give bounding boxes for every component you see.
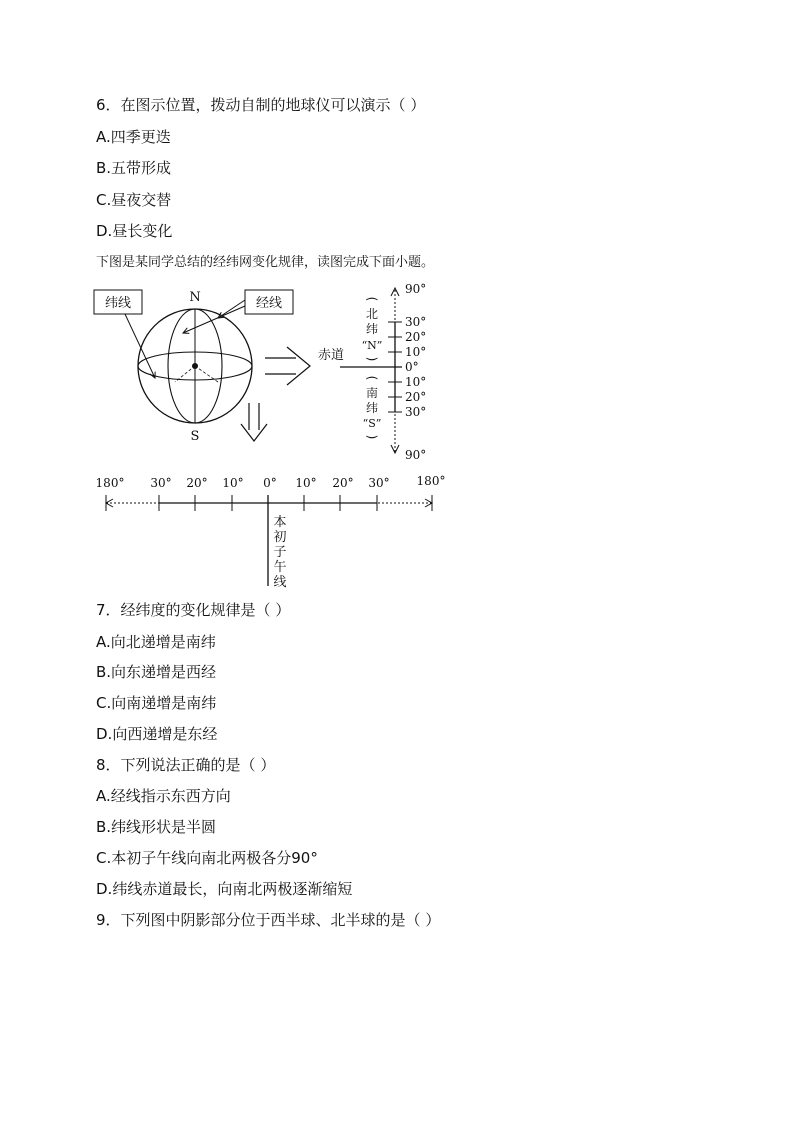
- right-double-arrow: [265, 347, 310, 385]
- prime-meridian-char-1: 本: [273, 515, 287, 530]
- south-lat-char-1: 南: [365, 386, 379, 400]
- lon-20-east: 20°: [332, 476, 354, 490]
- lat-90-south: 90°: [405, 448, 427, 462]
- lon-180-east: 180°: [416, 474, 446, 488]
- q8-stem: 8．下列说法正确的是（ ）: [96, 756, 276, 774]
- q8-option-a: A.经线指示东西方向: [96, 787, 231, 805]
- longitude-scale: [96, 474, 446, 590]
- q7-stem: 7．经纬度的变化规律是（ ）: [96, 601, 291, 619]
- lat-10-north: 10°: [405, 345, 427, 359]
- south-pole-label: S: [190, 429, 200, 444]
- q7-option-a: A.向北递增是南纬: [96, 633, 216, 651]
- latitude-callout-arrow: [125, 314, 155, 378]
- lon-10-west: 10°: [222, 476, 244, 490]
- lat-90-north: 90°: [405, 282, 427, 296]
- lat-30-north: 30°: [405, 315, 427, 329]
- south-lat-letter: “S”: [362, 417, 382, 430]
- longitude-callout-arrow-2: [183, 306, 245, 333]
- south-lat-paren-open: (: [365, 375, 379, 381]
- longitude-callout-arrow-1: [218, 300, 245, 318]
- lon-20-west: 20°: [186, 476, 208, 490]
- north-lat-paren-close: ): [365, 356, 379, 362]
- lat-30-south: 30°: [405, 405, 427, 419]
- latitude-callout-label: 纬线: [104, 296, 132, 311]
- north-lat-char-1: 北: [365, 307, 379, 321]
- prime-meridian-char-4: 午: [273, 560, 287, 575]
- lat-20-north: 20°: [405, 330, 427, 344]
- q6-option-a: A.四季更迭: [96, 128, 171, 146]
- q8-option-c: C.本初子午线向南北两极各分90°: [96, 849, 318, 867]
- figure-intro: 下图是某同学总结的经纬网变化规律，读图完成下面小题。: [96, 255, 435, 270]
- south-lat-paren-close: ): [365, 434, 379, 440]
- down-double-arrow: [241, 403, 267, 441]
- globe-diagram: [94, 290, 293, 444]
- lon-30-east: 30°: [368, 476, 390, 490]
- north-lat-letter: “N”: [361, 339, 383, 352]
- q9-stem: 9．下列图中阴影部分位于西半球、北半球的是（ ）: [96, 911, 441, 929]
- equator-label: 赤道: [318, 348, 345, 363]
- north-lat-char-2: 纬: [365, 322, 379, 336]
- q7-option-d: D.向西递增是东经: [96, 725, 218, 743]
- longitude-callout-label: 经线: [255, 296, 283, 311]
- q8-option-b: B.纬线形状是半圆: [96, 818, 217, 836]
- q7-option-c: C.向南递增是南纬: [96, 694, 217, 712]
- prime-meridian-char-5: 线: [273, 575, 287, 590]
- globe-center: [192, 363, 198, 369]
- prime-meridian-char-2: 初: [273, 530, 287, 545]
- lon-0: 0°: [263, 476, 277, 490]
- south-lat-char-2: 纬: [365, 401, 379, 415]
- lat-0: 0°: [405, 360, 419, 374]
- lon-30-west: 30°: [150, 476, 172, 490]
- q6-stem: 6．在图示位置，拨动自制的地球仪可以演示（ ）: [96, 96, 426, 114]
- q6-option-d: D.昼长变化: [96, 222, 173, 240]
- north-lat-paren-open: (: [365, 296, 379, 302]
- q7-option-b: B.向东递增是西经: [96, 663, 217, 681]
- lat-20-south: 20°: [405, 390, 427, 404]
- q6-option-c: C.昼夜交替: [96, 191, 172, 209]
- lon-180-west: 180°: [95, 476, 125, 490]
- lon-10-east: 10°: [295, 476, 317, 490]
- north-pole-label: N: [189, 290, 201, 305]
- q6-option-b: B.五带形成: [96, 159, 172, 177]
- q8-option-d: D.纬线赤道最长，向南北两极逐渐缩短: [96, 880, 353, 898]
- latitude-scale: [318, 282, 426, 462]
- lat-10-south: 10°: [405, 375, 427, 389]
- prime-meridian-char-3: 子: [273, 545, 287, 560]
